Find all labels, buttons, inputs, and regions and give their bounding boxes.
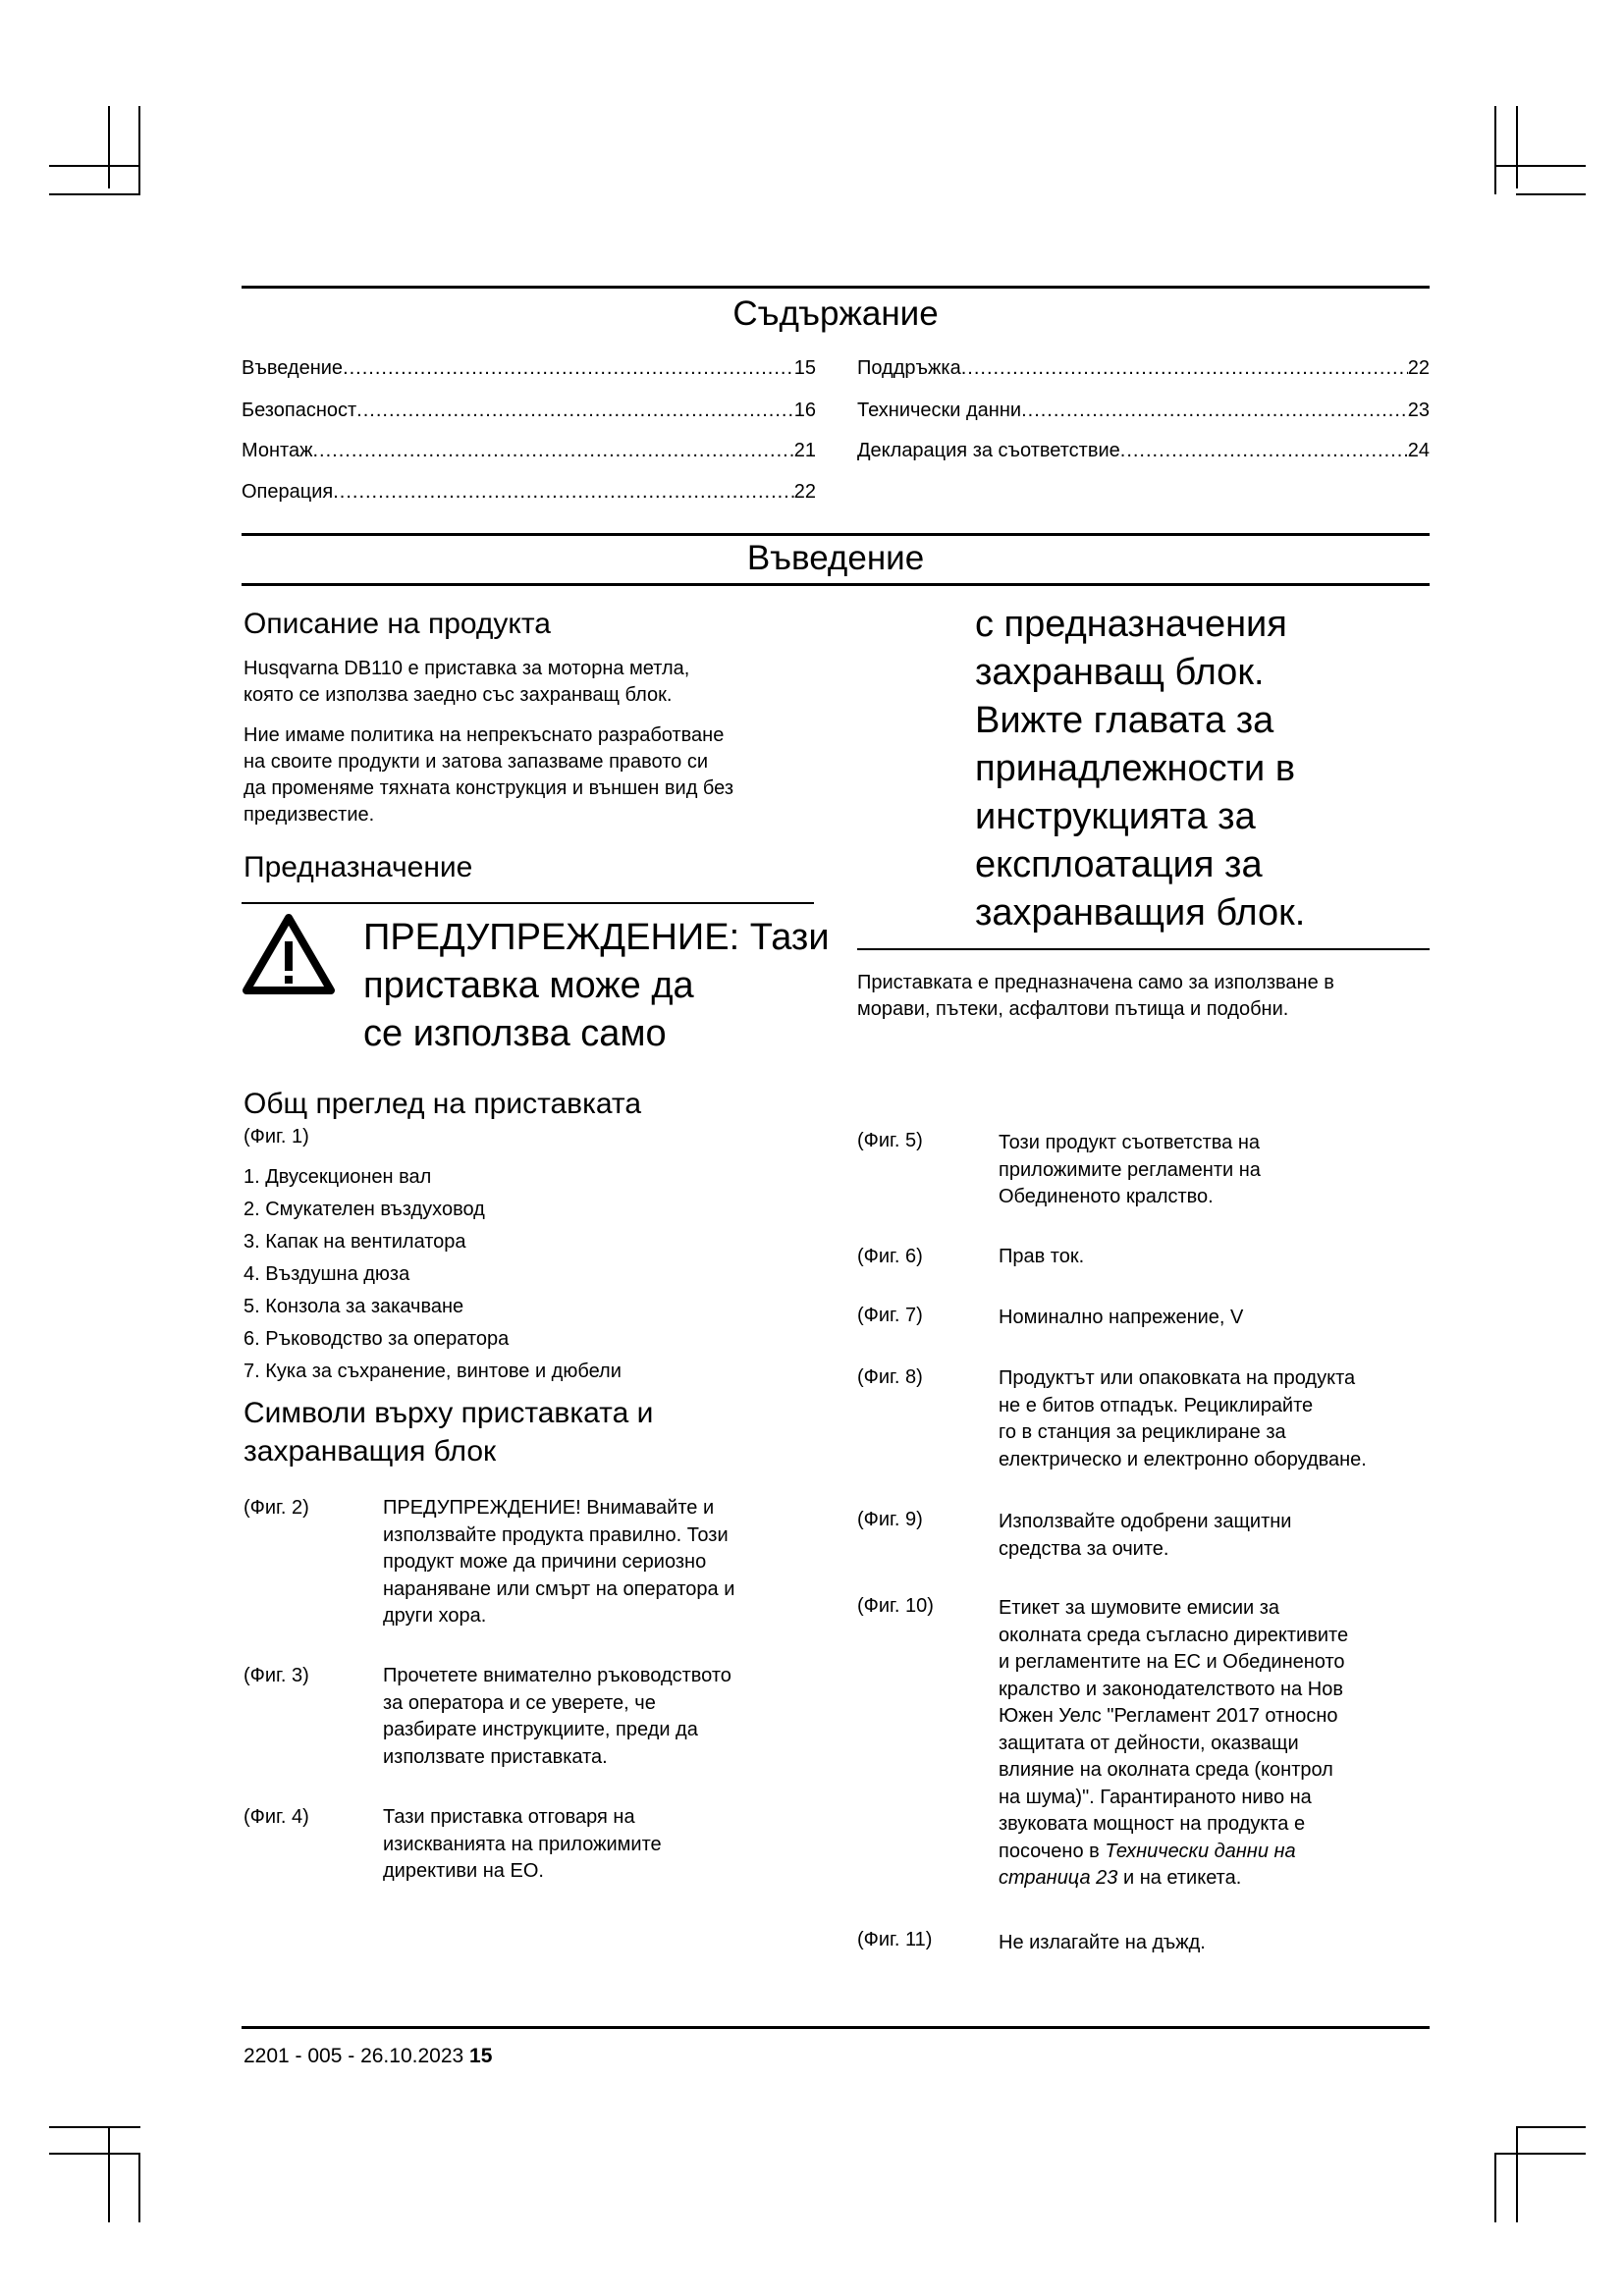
footer-code: 2201 - 005 - 26.10.2023 (244, 2045, 464, 2067)
symbol-fig-ref: (Фиг. 3) (244, 1665, 309, 1686)
warning-top-rule (242, 902, 814, 904)
symbol-description: Номинално напрежение, V (999, 1307, 1244, 1328)
toc-entry-technical-data[interactable]: Технически данни ..... 23 (857, 400, 1430, 422)
symbol-fig-ref: (Фиг. 4) (244, 1806, 309, 1828)
symbol-description: Продуктът или опаковката на продукта не е битов отпадък. Рециклирайте го в станция за рециклиране за електрическо и електронно оборудване. (999, 1367, 1367, 1470)
list-item: 1. Двусекционен вал (244, 1166, 432, 1188)
warning-cont-line: захранващия блок. (975, 892, 1306, 934)
list-item: 4. Въздушна дюза (244, 1263, 410, 1285)
toc-entry-declaration[interactable]: Декларация за съответствие ..... 24 (857, 440, 1430, 462)
symbol-description: Тази приставка отговаря на изискванията на приложимите директиви на ЕО. (383, 1806, 662, 1882)
intro-top-rule (242, 533, 1430, 536)
symbol-description: Този продукт съответства на приложимите регламенти на Обединеното кралство. (999, 1132, 1261, 1207)
usage-text-line: морави, пътеки, асфалтови пътища и подобни. (857, 998, 1289, 1020)
crop-mark (108, 2126, 110, 2222)
crop-mark (138, 2153, 140, 2222)
crop-mark (1516, 2126, 1586, 2128)
crop-mark (1494, 2153, 1586, 2155)
toc-entry-intro[interactable]: Въведение ..... 15 (242, 357, 816, 380)
list-item: 3. Капак на вентилатора (244, 1231, 466, 1253)
warning-cont-line: Вижте главата за (975, 700, 1274, 741)
usage-text-line: Приставката е предназначена само за използване в (857, 972, 1334, 993)
crop-mark (1516, 2126, 1518, 2222)
warning-text-line: ПРЕДУПРЕЖДЕНИЕ: Тази (363, 917, 830, 958)
toc-entry-operation[interactable]: Операция ..... 22 (242, 481, 816, 504)
crop-mark (49, 2153, 140, 2155)
symbol-fig-ref: (Фиг. 2) (244, 1497, 309, 1519)
crop-mark (49, 2126, 140, 2128)
product-desc-line: на своите продукти и затова запазваме правото си (244, 751, 709, 773)
warning-text-line: приставка може да (363, 965, 694, 1006)
list-item: 6. Ръководство за оператора (244, 1328, 510, 1350)
crop-mark (1494, 2153, 1496, 2222)
symbols-heading: захранващия блок (244, 1435, 497, 1468)
crop-mark (138, 106, 140, 194)
product-desc-heading: Описание на продукта (244, 608, 551, 640)
symbol-description: Прочетете внимателно ръководството за оператора и се уверете, че разбирате инструкциите, преди да използвате приставката. (383, 1665, 731, 1768)
symbols-heading: Символи върху приставката и (244, 1397, 654, 1429)
intro-title: Въведение (746, 539, 925, 577)
symbol-description: Етикет за шумовите емисии за околната среда съгласно директивите и регламентите на ЕС и Обединеното кралство и законодателството на Нов Южен Уелс "Регламент 2017 относно защитата от дейности, оказващи влияние на околната среда (контрол на шума)". Гарантираното ниво на звуковата мощност на продукта е посочено в Технически данни на страница 23 и на етикета. (999, 1597, 1349, 1889)
toc-top-rule (242, 286, 1430, 289)
product-desc-line: предизвестие. (244, 804, 375, 826)
purpose-heading: Предназначение (244, 851, 473, 883)
symbol-fig-ref: (Фиг. 6) (857, 1246, 923, 1267)
technical-data-link[interactable]: Технически данни на (1105, 1840, 1296, 1862)
product-desc-line: да променяме тяхната конструкция и външен вид без (244, 777, 734, 799)
symbol-fig-ref: (Фиг. 7) (857, 1305, 923, 1326)
warning-cont-line: инструкцията за (975, 796, 1256, 837)
crop-mark (108, 106, 110, 188)
crop-mark (1494, 165, 1586, 167)
footer-rule (242, 2026, 1430, 2029)
warning-cont-line: с предназначения (975, 604, 1287, 645)
footer (244, 2045, 492, 2068)
warning-triangle-icon (242, 912, 336, 996)
warning-cont-line: принадлежности в (975, 748, 1296, 789)
symbol-description: Прав ток. (999, 1246, 1085, 1267)
overview-heading: Общ преглед на приставката (244, 1088, 641, 1120)
list-item: 2. Смукателен въздуховод (244, 1199, 485, 1220)
overview-fig-ref: (Фиг. 1) (244, 1126, 309, 1148)
symbol-fig-ref: (Фиг. 8) (857, 1366, 923, 1388)
technical-data-link[interactable]: страница 23 (999, 1867, 1118, 1889)
symbol-fig-ref: (Фиг. 10) (857, 1595, 934, 1617)
crop-mark (49, 193, 140, 195)
toc-entry-assembly[interactable]: Монтаж ..... 21 (242, 440, 816, 462)
warning-bottom-rule (857, 948, 1430, 950)
warning-cont-line: захранващ блок. (975, 652, 1265, 693)
warning-text-line: се използва само (363, 1013, 667, 1054)
product-desc-line: която се използва заедно със захранващ блок. (244, 684, 673, 706)
symbol-description: ПРЕДУПРЕЖДЕНИЕ! Внимавайте и използвайте продукта правилно. Този продукт може да причини сериозно нараняване или смърт на оператора и други хора. (383, 1497, 735, 1627)
page-number: 15 (469, 2045, 493, 2067)
crop-mark (49, 165, 140, 167)
list-item: 5. Конзола за закачване (244, 1296, 464, 1317)
crop-mark (1516, 193, 1586, 195)
toc-title: Съдържание (732, 294, 939, 333)
crop-mark (1494, 106, 1496, 194)
product-desc-line: Ние имаме политика на непрекъснато разработване (244, 724, 725, 746)
intro-bottom-rule (242, 583, 1430, 586)
product-desc-line: Husqvarna DB110 е приставка за моторна метла, (244, 658, 690, 679)
list-item: 7. Кука за съхранение, винтове и дюбели (244, 1361, 622, 1382)
symbol-fig-ref: (Фиг. 9) (857, 1509, 923, 1530)
warning-cont-line: експлоатация за (975, 844, 1263, 885)
crop-mark (1516, 106, 1518, 188)
symbol-description: Използвайте одобрени защитни средства за очите. (999, 1511, 1292, 1560)
symbol-fig-ref: (Фиг. 5) (857, 1130, 923, 1151)
toc-entry-safety[interactable]: Безопасност ..... 16 (242, 400, 816, 422)
toc-entry-maintenance[interactable]: Поддръжка ..... 22 (857, 357, 1430, 380)
symbol-fig-ref: (Фиг. 11) (857, 1929, 933, 1950)
symbol-description: Не излагайте на дъжд. (999, 1932, 1206, 1953)
